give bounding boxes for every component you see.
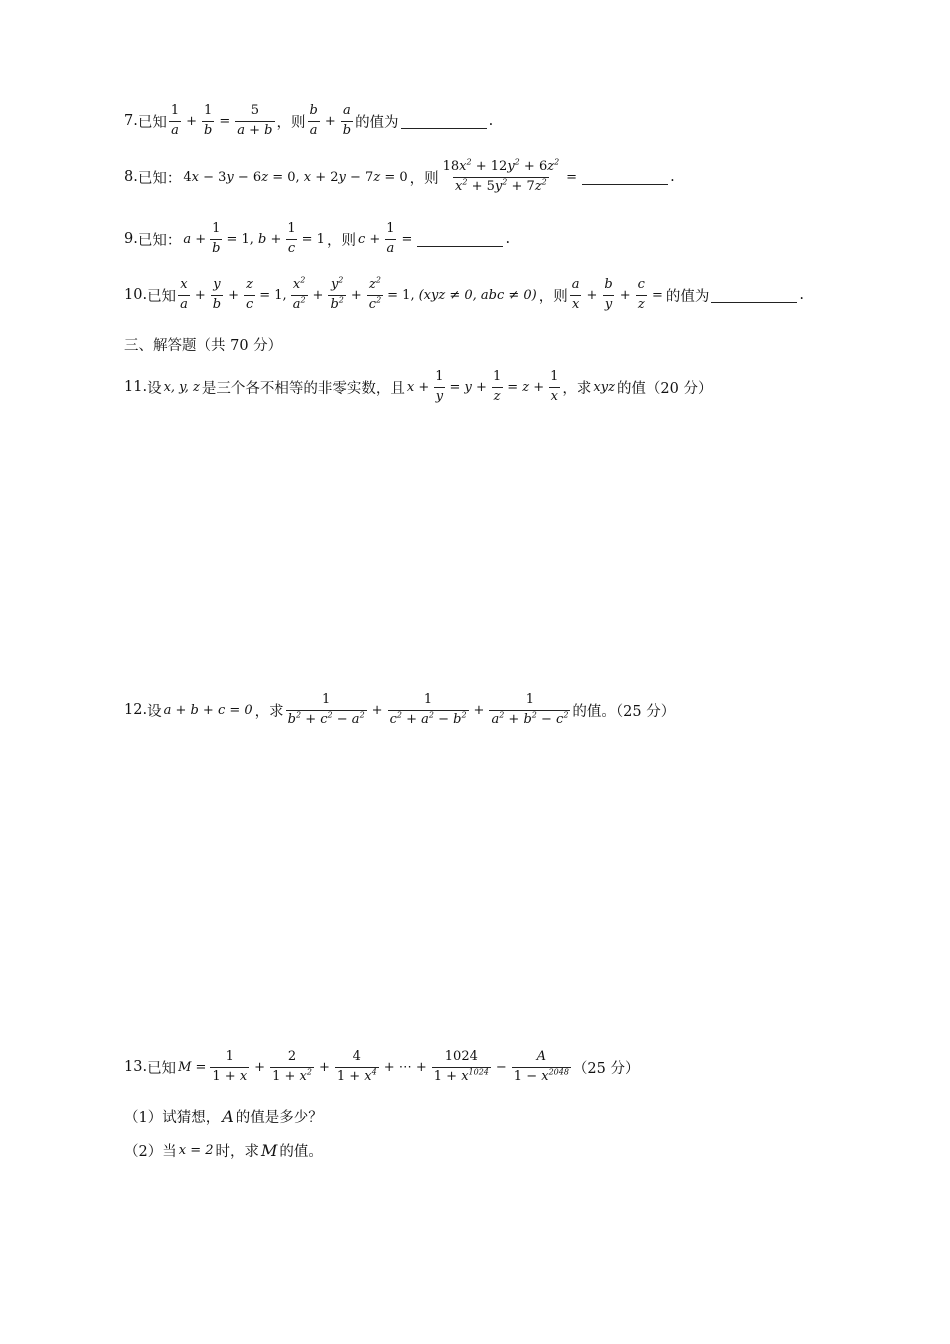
- fraction: $\frac{y^2}{b^2}$: [330, 275, 344, 312]
- q7-number: 7.: [124, 113, 138, 130]
- question-12: 12. 设 a + b + c = 0 ，求 $\frac{1}{b^2 + c^2 - a^2}$ + $\frac{1}{c^2 + a^2 - b^2}$ + $\frac{1}{a^2 + b^2 - c^2}$ 的值。（25 分）: [124, 692, 676, 727]
- fraction: $\frac{1}{a}$: [170, 103, 180, 138]
- q13-part2-mid: 时，求: [215, 1144, 259, 1160]
- q12-text-a: 设: [147, 703, 162, 720]
- fraction: $\frac{1}{1 + x}$: [212, 1049, 248, 1084]
- q10-suffix: 的值为: [665, 288, 710, 305]
- q10-condition: (xyz ≠ 0, abc ≠ 0): [418, 287, 537, 303]
- fraction: $\frac{1}{a}$: [386, 221, 395, 256]
- fraction: $\frac{4}{1 + x^4}$: [336, 1049, 377, 1084]
- q8-number: 8.: [124, 169, 138, 186]
- fraction: $\frac{y}{b}$: [212, 277, 222, 312]
- q8-end: .: [670, 169, 675, 186]
- q12-condition: a + b + c = 0: [163, 702, 253, 718]
- q11-text-b: 是三个各不相等的非零实数，且: [201, 380, 405, 397]
- q9-then: ，则: [326, 232, 356, 249]
- q13-part2-end: 的值。: [279, 1144, 323, 1160]
- fraction: $\frac{1024}{1 + x^{1024}}$: [433, 1049, 489, 1084]
- q11-target: xyz: [593, 379, 615, 395]
- q8-then: ，则: [409, 170, 439, 187]
- q11-text-a: 设: [147, 380, 162, 397]
- section-heading: 三、解答题（共 70 分）: [124, 338, 283, 354]
- equation: 4x − 3y − 6z = 0, x + 2y − 7z = 0: [183, 169, 408, 185]
- q7-suffix: 的值为: [355, 114, 399, 131]
- q8-prefix: 已知：: [137, 170, 182, 187]
- question-9: 9. 已知： a + $\frac{1}{b}$ = 1, b + $\frac{1}{c}$ = 1 ，则 c + $\frac{1}{a}$ = .: [124, 221, 511, 256]
- question-11: 11. 设 x, y, z 是三个各不相等的非零实数，且 x + $\frac{1}{y}$ = y + $\frac{1}{z}$ = z + $\frac{1}{x}$ ，求 xyz 的值（20 分）: [124, 369, 713, 404]
- question-13: 13. 已知 M = $\frac{1}{1 + x}$ + $\frac{2}{1 + x^2}$ + $\frac{4}{1 + x^4}$ + ⋯ + $\frac{1024}{1 + x^{1024}}$ − $\frac{A}{1 - x^{2048}}$ （25 分）: [124, 1049, 640, 1084]
- fraction: $\frac{1}{c}$: [287, 221, 296, 256]
- fraction: $\frac{c}{z}$: [637, 277, 645, 312]
- fraction: $\frac{1}{c^2 + a^2 - b^2}$: [389, 692, 467, 727]
- fraction: $\frac{5}{a + b}$: [237, 103, 273, 138]
- q12-number: 12.: [124, 702, 148, 719]
- question-8: 8. 已知： 4x − 3y − 6z = 0, x + 2y − 7z = 0 ，则 $\frac{18x^2 + 12y^2 + 6z^2}{x^2 + 5y^2 + 7z^2}$ = .: [124, 157, 675, 194]
- q12-text-c: 的值。（25 分）: [572, 703, 676, 720]
- q13-score: （25 分）: [572, 1060, 640, 1077]
- q9-end: .: [505, 231, 511, 248]
- q13-number: 13.: [124, 1059, 148, 1076]
- q10-prefix: 已知: [147, 288, 177, 305]
- q13-part2-var: M: [261, 1141, 278, 1160]
- fraction: $\frac{x}{a}$: [180, 277, 188, 312]
- q13-part1-text: （1）试猜想，: [124, 1110, 221, 1126]
- fraction: $\frac{x^2}{a^2}$: [292, 275, 306, 312]
- fraction: $\frac{b}{a}$: [309, 103, 318, 138]
- q13-part1-end: 的值是多少？: [235, 1110, 323, 1126]
- question-10: 10. 已知 $\frac{x}{a}$ + $\frac{y}{b}$ + $\frac{z}{c}$ = 1, $\frac{x^2}{a^2}$ + $\frac{y^2}{b^2}$ + $\frac{z^2}{c^2}$ = 1, (xyz ≠ 0, abc ≠ 0) ，则 $\frac{a}{x}$ + $\frac{b}{y}$ + $\frac{c}{z}$ = 的值为 .: [124, 275, 804, 312]
- fraction: $\frac{2}{1 + x^2}$: [272, 1049, 312, 1084]
- question-7: 7. 已知 $\frac{1}{a}$ + $\frac{1}{b}$ = $\frac{5}{a + b}$ ，则 $\frac{b}{a}$ + $\frac{a}{b}$ 的值为 .: [124, 103, 494, 138]
- q7-prefix: 已知: [137, 114, 167, 131]
- q13-part2-cond: x = 2: [178, 1143, 214, 1158]
- q13-part1-var: A: [222, 1107, 234, 1126]
- q11-number: 11.: [124, 379, 148, 396]
- fraction: $\frac{1}{b^2 + c^2 - a^2}$: [287, 692, 365, 727]
- answer-blank[interactable]: [582, 170, 668, 185]
- q9-prefix: 已知：: [137, 232, 182, 249]
- fraction: $\frac{18x^2 + 12y^2 + 6z^2}{x^2 + 5y^2 + 7z^2}$: [442, 157, 560, 194]
- fraction: $\frac{z}{c}$: [245, 277, 254, 312]
- q12-text-b: ，求: [254, 703, 284, 720]
- q13-part-2: [124, 1140, 323, 1161]
- fraction: $\frac{1}{b}$: [212, 221, 221, 256]
- q10-end: .: [799, 287, 804, 304]
- answer-blank[interactable]: [417, 232, 503, 247]
- fraction: $\frac{a}{b}$: [342, 103, 352, 138]
- fraction: $\frac{1}{a^2 + b^2 - c^2}$: [491, 692, 569, 727]
- q13-prefix: 已知: [147, 1060, 177, 1077]
- fraction: $\frac{a}{x}$: [571, 277, 580, 312]
- fraction: $\frac{1}{x}$: [550, 369, 559, 404]
- answer-blank[interactable]: [711, 288, 797, 303]
- q7-end: .: [488, 113, 494, 130]
- q7-then: ，则: [276, 114, 306, 131]
- q10-number: 10.: [124, 287, 148, 304]
- fraction: $\frac{b}{y}$: [604, 277, 613, 312]
- q11-text-d: 的值（20 分）: [616, 380, 713, 397]
- fraction: $\frac{z^2}{c^2}$: [368, 275, 382, 312]
- fraction: $\frac{A}{1 - x^{2048}}$: [513, 1049, 569, 1084]
- q11-text-c: ，求: [562, 380, 592, 397]
- q9-number: 9.: [124, 231, 138, 248]
- q13-part2-text: （2）当: [124, 1144, 177, 1160]
- fraction: $\frac{1}{b}$: [204, 103, 213, 138]
- answer-blank[interactable]: [401, 114, 487, 129]
- q13-part-1: [124, 1106, 323, 1127]
- fraction: $\frac{1}{z}$: [492, 369, 502, 404]
- fraction: $\frac{1}{y}$: [435, 369, 444, 404]
- q11-vars: x, y, z: [163, 379, 200, 395]
- q10-then: ，则: [538, 288, 568, 305]
